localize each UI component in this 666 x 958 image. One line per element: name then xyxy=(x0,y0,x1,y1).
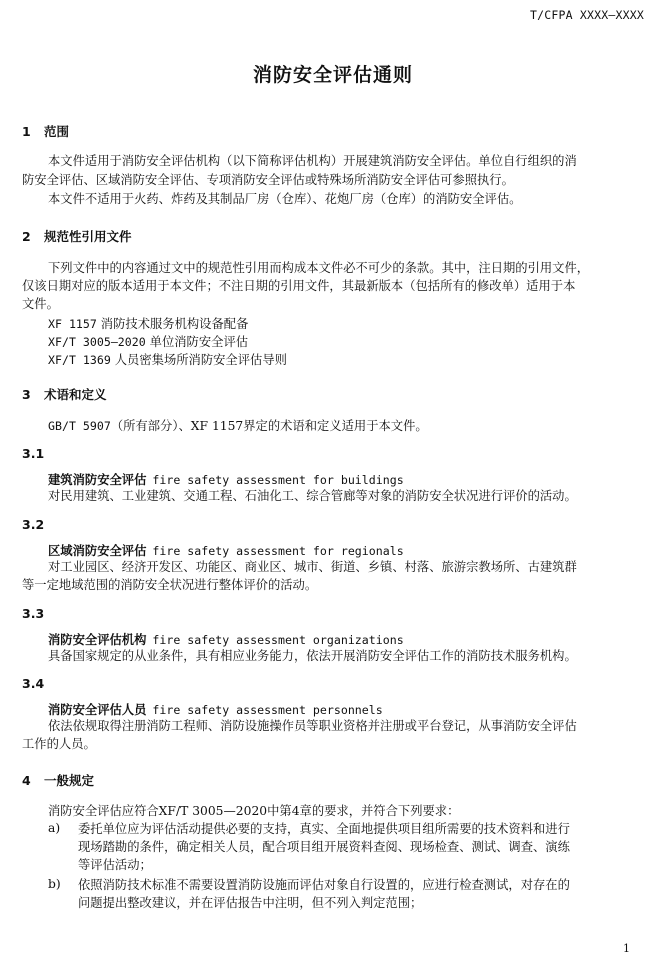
term-title: 消防安全评估机构 fire safety assessment organizations xyxy=(48,633,404,647)
term-title: 区域消防安全评估 fire safety assessment for regionals xyxy=(48,544,404,558)
term-definition: 对工业园区、经济开发区、功能区、商业区、城市、街道、乡镇、村落、旅游宗教场所、古建筑群 xyxy=(48,560,577,574)
page-number: 1 xyxy=(623,942,630,955)
reference-item: XF/T 1369 人员密集场所消防安全评估导则 xyxy=(48,353,287,367)
term-definition: 具备国家规定的从业条件，具有相应业务能力，依法开展消防安全评估工作的消防技术服务机构。 xyxy=(48,649,577,663)
list-item-line: 现场踏勘的条件，确定相关人员，配合项目组开展资料查阅、现场检查、测试、调查、演练 xyxy=(78,840,570,854)
section-heading-2: 2 规范性引用文件 xyxy=(22,229,132,244)
paragraph-line: 本文件适用于消防安全评估机构（以下简称评估机构）开展建筑消防安全评估。单位自行组织的消 xyxy=(48,154,577,168)
paragraph-line: GB/T 5907（所有部分）、XF 1157界定的术语和定义适用于本文件。 xyxy=(48,419,428,433)
term-definition: 依法依规取得注册消防工程师、消防设施操作员等职业资格并注册或平台登记，从事消防安全评估 xyxy=(48,719,577,733)
term-number: 3.2 xyxy=(22,517,45,532)
list-label: b) xyxy=(48,877,61,891)
paragraph-line: 本文件不适用于火药、炸药及其制品厂房（仓库）、花炮厂房（仓库）的消防安全评估。 xyxy=(48,192,522,206)
term-number: 3.1 xyxy=(22,446,45,461)
term-definition: 等一定地域范围的消防安全状况进行整体评价的活动。 xyxy=(22,578,318,592)
paragraph-line: 消防安全评估应符合XF/T 3005—2020中第4章的要求，并符合下列要求： xyxy=(48,804,460,818)
reference-item: XF 1157 消防技术服务机构设备配备 xyxy=(48,317,249,331)
list-item-line: 等评估活动； xyxy=(78,858,152,872)
paragraph-line: 下列文件中的内容通过文中的规范性引用而构成本文件必不可少的条款。其中，注日期的引用文件， xyxy=(48,261,590,275)
term-title: 建筑消防安全评估 fire safety assessment for buildings xyxy=(48,473,404,487)
section-heading-1: 1 范围 xyxy=(22,124,70,139)
list-item-line: 委托单位应为评估活动提供必要的支持，真实、全面地提供项目组所需要的技术资料和进行 xyxy=(78,822,570,836)
section-heading-4: 4 一般规定 xyxy=(22,773,95,788)
term-definition: 对民用建筑、工业建筑、交通工程、石油化工、综合管廊等对象的消防安全状况进行评价的活动。 xyxy=(48,489,577,503)
section-heading-3: 3 术语和定义 xyxy=(22,387,107,402)
paragraph-line: 防安全评估、区域消防安全评估、专项消防安全评估或特殊场所消防安全评估可参照执行。 xyxy=(22,173,514,187)
reference-item: XF/T 3005—2020 单位消防安全评估 xyxy=(48,335,249,349)
term-number: 3.3 xyxy=(22,606,45,621)
document-title: 消防安全评估通则 xyxy=(252,64,413,86)
term-number: 3.4 xyxy=(22,676,45,691)
term-title: 消防安全评估人员 fire safety assessment personnels xyxy=(48,703,383,717)
term-definition: 工作的人员。 xyxy=(22,737,96,751)
standard-code: T/CFPA XXXX—XXXX xyxy=(530,8,644,22)
paragraph-line: 仅该日期对应的版本适用于本文件；不注日期的引用文件，其最新版本（包括所有的修改单）适用于本 xyxy=(22,279,576,293)
list-item-line: 依照消防技术标准不需要设置消防设施而评估对象自行设置的，应进行检查测试，对存在的 xyxy=(78,878,570,892)
list-item-line: 问题提出整改建议，并在评估报告中注明，但不列入判定范围； xyxy=(78,896,423,910)
paragraph-line: 文件。 xyxy=(22,297,59,311)
list-label: a) xyxy=(48,821,61,835)
